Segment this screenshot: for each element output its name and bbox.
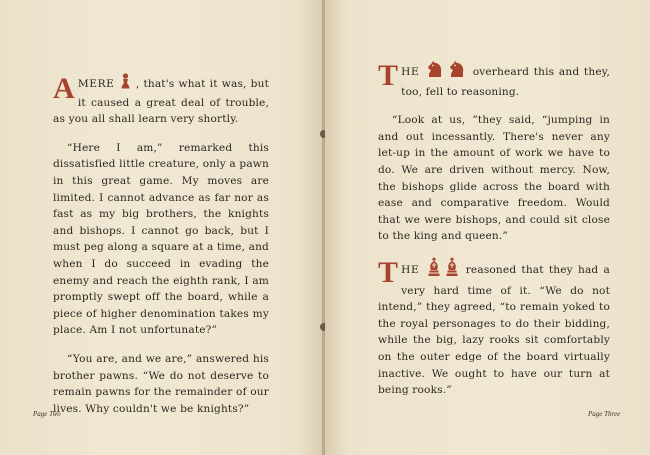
bishop-icon — [426, 257, 442, 283]
bishops-text: reasoned that they had a very hard time of it. “We do not intend,” they agreed, “to remain yoked to the royal personages to do their bidding, while the big, lazy rooks sit comfortably on the outer edge of the board virtually inactive. We ought to have our turn at being rooks.” — [378, 263, 610, 397]
knights-paragraph — [378, 60, 610, 100]
knights-small-caps: HE — [401, 65, 420, 78]
brother-pawns-paragraph: “You are, and we are,” answered his brother pawns. “We do not deserve to remain pawns for the remainder of our lives. Why couldn't we be knights?” — [53, 352, 269, 415]
bishops-paragraph — [378, 257, 610, 399]
knight-icon — [425, 60, 445, 84]
knights-text: overheard this and they, too, fell to reasoning. — [401, 65, 610, 98]
left-page-text — [53, 73, 269, 429]
right-page-text — [378, 60, 610, 411]
left-page — [0, 0, 323, 455]
drop-cap-t: T — [378, 59, 399, 92]
opening-paragraph — [53, 73, 269, 128]
pawn-speech-paragraph: “Here I am,” remarked this dissatisfied little creature, only a pawn in this great game. My moves are limited. I cannot advance as far nor as fast as my big brothers, the knights and bishops. I cannot go back, but I must peg along a square at a time, and when I do succeed in evading the enemy and reach the eighth rank, I am promptly swept off the board, while a piece of higher denomination takes my place. Am I not unfortunate?” — [53, 141, 269, 337]
right-page — [325, 0, 650, 455]
right-page-number: Page Three — [588, 410, 621, 418]
drop-cap-t: T — [378, 255, 399, 289]
left-page-number: Page Two — [33, 410, 61, 418]
knight-icon — [447, 60, 467, 84]
bishops-small-caps: HE — [401, 263, 420, 276]
pawn-icon — [120, 73, 131, 95]
knights-speech-paragraph: “Look at us, ”they said, “jumping in and out incessantly. There's never any let-up in the amount of work we have to do. We are driven without mercy. Now, the bishops glide across the board with ease and comparative freedom. Would that we were bishops, and could sit close to the king and queen.” — [378, 114, 610, 243]
opening-small-caps: MERE — [77, 77, 115, 90]
opening-text: , that's what it was, but it caused a great deal of trouble, as you all shall learn very shortly. — [53, 77, 269, 126]
drop-cap-a: A — [53, 72, 75, 105]
bishop-icon — [444, 257, 460, 283]
